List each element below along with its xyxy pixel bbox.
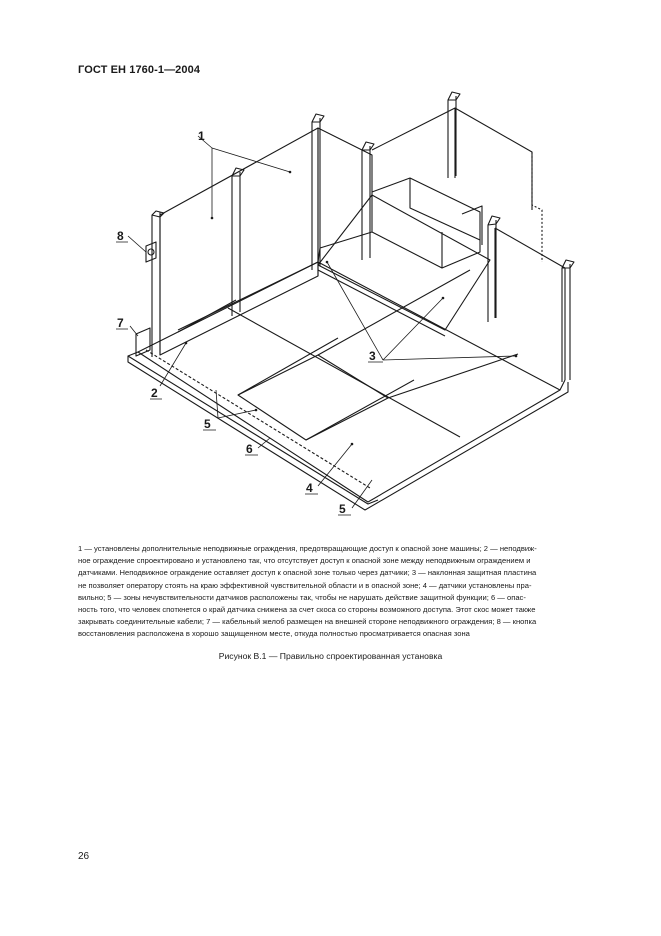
legend-line: 1 — установлены дополнительные неподвижные ограждения, предотвращающие доступ к опасной зоне машины; 2 — неподвиж-	[78, 544, 537, 553]
callout-5-lower: 5	[339, 502, 346, 516]
leader-dot	[211, 217, 214, 220]
legend-line: датчиками. Неподвижное ограждение оставляет доступ к опасной зоне только через датчики; 3 — наклонная защитная пластина	[78, 568, 537, 578]
inclined-plate	[318, 195, 490, 330]
page-number: 26	[78, 851, 90, 862]
leader-4	[318, 444, 352, 486]
callout-5-upper: 5	[204, 417, 211, 431]
legend-line: не позволяет оператору стоять на краю эффективной чувствительной области и в опасной зоне; 4 — датчики установлены пра-	[78, 580, 532, 590]
legend-line: закрывать соединительные кабели; 7 — кабельный желоб размещен на внешней стороне неподвижного ограждения; 8 — кнопка	[78, 617, 537, 627]
callout-3: 3	[369, 349, 376, 363]
leader-dot	[289, 171, 292, 174]
machine-block	[372, 178, 480, 268]
leader-dot	[351, 443, 354, 446]
callout-1: 1	[198, 129, 205, 143]
reset-button	[148, 249, 154, 255]
leader-dot	[185, 342, 188, 345]
post-rear	[448, 92, 460, 178]
left-fence-panel	[160, 128, 318, 355]
leader-8	[128, 236, 146, 252]
sensor-mat-area	[138, 262, 560, 502]
machine-fence	[372, 108, 532, 210]
edge-ramp	[128, 352, 568, 510]
right-fence-panel	[495, 228, 565, 380]
callout-7: 7	[117, 316, 124, 330]
post-left	[232, 168, 244, 316]
machine-fence-break	[532, 152, 542, 262]
sensor-mat-tile	[238, 355, 388, 440]
post-right	[488, 216, 500, 322]
callout-8: 8	[117, 229, 124, 243]
figure-caption: Рисунок В.1 — Правильно спроектированная установка	[218, 651, 443, 661]
callout-4: 4	[306, 481, 313, 495]
callout-6: 6	[246, 442, 253, 456]
dead-zone-line	[146, 350, 370, 488]
legend-line: вильно; 5 — зоны нечувствительности датчиков расположены так, чтобы не нарушать действие защитной функции; 6 — опас-	[78, 592, 526, 602]
callout-2: 2	[151, 386, 158, 400]
post-front-right	[562, 260, 574, 382]
machine-block-edges	[410, 178, 480, 268]
post-front-left	[152, 211, 164, 357]
legend-line: восстановления расположена в хорошо защищенном месте, откуда полностью просматривается опасная зона	[78, 629, 470, 639]
leader-2	[160, 343, 186, 386]
document-header: ГОСТ ЕН 1760-1—2004	[78, 64, 201, 76]
leader-1	[198, 136, 290, 218]
sensor-mat-divider	[178, 262, 470, 355]
leader-dot	[255, 409, 258, 412]
leader-dot	[515, 355, 518, 358]
legend-line: ность того, что человек споткнется о край датчика снижена за счет скоса со стороны возможного доступа. Этот скос может также	[78, 605, 536, 615]
leader-dot	[326, 261, 329, 264]
legend-line: ное ограждение спроектировано и установлено так, что отсутствует доступ к опасной зоне между неподвижным ограждением и	[78, 556, 531, 566]
figure-legend	[78, 543, 616, 641]
leader-dot	[442, 297, 445, 300]
leader-7	[130, 326, 138, 336]
